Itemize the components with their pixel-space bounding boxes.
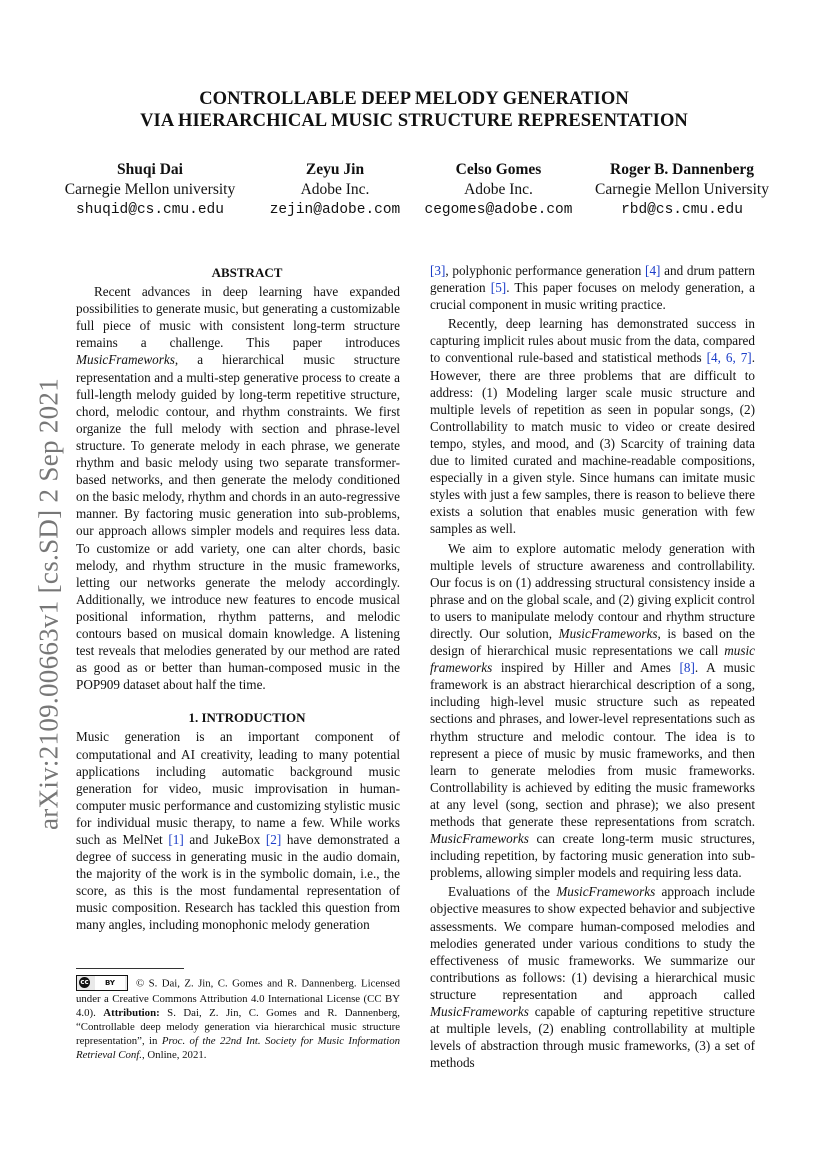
author-affiliation: Carnegie Mellon University (595, 181, 769, 198)
intro-paragraph-3: We aim to explore automatic melody generation with multiple levels of structure awareness and controllability. Our focus is on (1) addressing structural consistency inside a phrase and on the global scale, and (2) giving explicit control to users to manipulate melody contour and rhythm structure directly. Our solution, MusicFrameworks, is based on the design of hierarchical music representations we call music frameworks inspired by Hiller and Ames [8]. A music framework is an abstract hierarchical description of a song, including high-level music structure such as repeated sections and phrases, and lower-level representations such as rhythm structure and melodic contour. The idea is to represent a piece of music by music frameworks, and then learn to generate melodies from music frameworks. Controllability is achieved by editing the music frameworks at any level (song, section and phrase); we also present methods that generate these representations from scratch. MusicFrameworks can create long-term music structures, including repetition, by factoring music generation into sub-problems, allowing simpler models and requiring less data. (430, 540, 755, 881)
author-affiliation: Adobe Inc. (464, 181, 533, 198)
arxiv-stamp-text: arXiv:2109.00663v1 [cs.SD] 2 Sep 2021 (33, 377, 64, 831)
intro-paragraph-2: Recently, deep learning has demonstrated success in capturing implicit rules about music from the data, compared to conventional rule-based and statistical methods [4, 6, 7]. However, there are three problems that are difficult to address: (1) Modeling larger scale music structure and multiple levels of repetition as seen in popular songs, (2) Controllability to match music to video or create desired tempo, styles, and mood, and (3) Scarcity of training data due to limited curated and machine-readable compositions, especially in a given style. Since humans can imitate music styles with just a few samples, there is reason to believe there exists a solution that enables music generation with few samples as well. (430, 316, 755, 537)
citation-link[interactable]: [5] (490, 280, 507, 296)
title-line-2: VIA HIERARCHICAL MUSIC STRUCTURE REPRESENTATION (140, 111, 688, 131)
license-footnote: cc BY © S. Dai, Z. Jin, C. Gomes and R. Dannenberg. Licensed under a Creative Commons Attribution 4.0 International License (CC BY 4.0). Attribution: S. Dai, Z. Jin, C. Gomes and R. Dannenberg, “Controllable deep melody generation via hierarchical music structure representation”, in Proc. of the 22nd Int. Society for Music Information Retrieval Conf., Online, 2021. (76, 976, 400, 1062)
citation-link[interactable]: [4] (645, 263, 661, 278)
footnote-divider (76, 968, 184, 969)
intro-paragraph-1-continued: [3], polyphonic performance generation [4] and drum pattern generation [5]. This paper focuses on melody generation, a crucial component in music writing practice. (430, 263, 756, 313)
citation-link[interactable]: [8] (679, 660, 695, 676)
author-email[interactable]: shuqid@cs.cmu.edu (76, 202, 224, 218)
right-column (430, 262, 755, 1071)
abstract-heading: ABSTRACT (211, 265, 283, 280)
author-4 (582, 160, 782, 220)
introduction-heading: 1. INTRODUCTION (188, 710, 306, 726)
paper-title (60, 88, 768, 132)
intro-paragraph-4: Evaluations of the MusicFrameworks approach include objective measures to show expected behavior and subjective assessments. We compare human-composed melodies and melodies generated under various conditions to study the effectiveness of music frameworks. We summarize our contributions as follows: (1) devising a hierarchical music structure representation and approach called MusicFrameworks capable of capturing repetitive structure at multiple levels, (2) enabling controllability at multiple levels of abstraction through music frameworks, (3) a set of methods (430, 884, 755, 1071)
author-email[interactable]: cegomes@adobe.com (424, 202, 573, 218)
author-affiliation: Adobe Inc. (300, 181, 370, 198)
author-block (60, 160, 790, 224)
left-column (76, 264, 400, 934)
author-affiliation: Carnegie Mellon university (64, 181, 236, 198)
author-name: Shuqi Dai (117, 161, 183, 178)
citation-link[interactable]: [4, 6, 7] (706, 350, 752, 366)
author-email[interactable]: rbd@cs.cmu.edu (621, 202, 743, 218)
citation-link[interactable]: [1] (168, 832, 184, 847)
author-name: Roger B. Dannenberg (610, 161, 754, 178)
author-1 (60, 160, 240, 220)
intro-paragraph-1: Music generation is an important component of computational and AI creativity, leading to many potential applications including automatic background music generation for video, music improvisation in human-computer music performance and customizing stylistic music for individual music therapy, to name a few. While works such as MelNet [1] and JukeBox [2] have demonstrated a degree of success in generating music in the audio domain, the majority of the work is in the symbolic domain, i.e., the score, as this is the most fundamental representation of music composition. Research has tackled this question from many angles, including monophonic melody generation (76, 729, 400, 933)
author-2 (255, 160, 415, 220)
author-name: Zeyu Jin (305, 161, 365, 178)
author-3 (416, 160, 581, 220)
cc-by-badge-icon: cc BY (76, 975, 128, 991)
citation-link[interactable]: [3] (430, 263, 446, 278)
author-name: Celso Gomes (455, 161, 542, 178)
author-email[interactable]: zejin@adobe.com (269, 202, 401, 218)
citation-link[interactable]: [2] (265, 832, 282, 847)
title-line-1: CONTROLLABLE DEEP MELODY GENERATION (199, 89, 629, 109)
attribution-label: Attribution: (103, 1007, 160, 1019)
abstract-paragraph: Recent advances in deep learning have expanded possibilities to generate music, but generating a customizable full piece of music with consistent long-term structure remains a challenge. This paper introduces MusicFrameworks, a hierarchical music structure representation and a multi-step generative process to create a full-length melody guided by long-term repetitive structure, chord, melodic contour, and rhythm constraints. We first organize the full melody with section and phrase-level structure. To generate melody in each phrase, we generate rhythm and basic melody using two separate transformer-based networks, and then generate the melody conditioned on the basic melody, rhythm and chords in an auto-regressive manner. By factoring music generation into sub-problems, our approach allows simpler models and requires less data. To customize or add variety, one can alter chords, basic melody, and rhythm structure in the music frameworks, letting our networks generate the melody accordingly. Additionally, we introduce new features to encode musical positional information, rhythm patterns, and melodic contours based on musical domain knowledge. A listening test reveals that melodies generated by our method are rated as good as or better than human-composed music in the POP909 dataset about half the time. (76, 284, 400, 693)
